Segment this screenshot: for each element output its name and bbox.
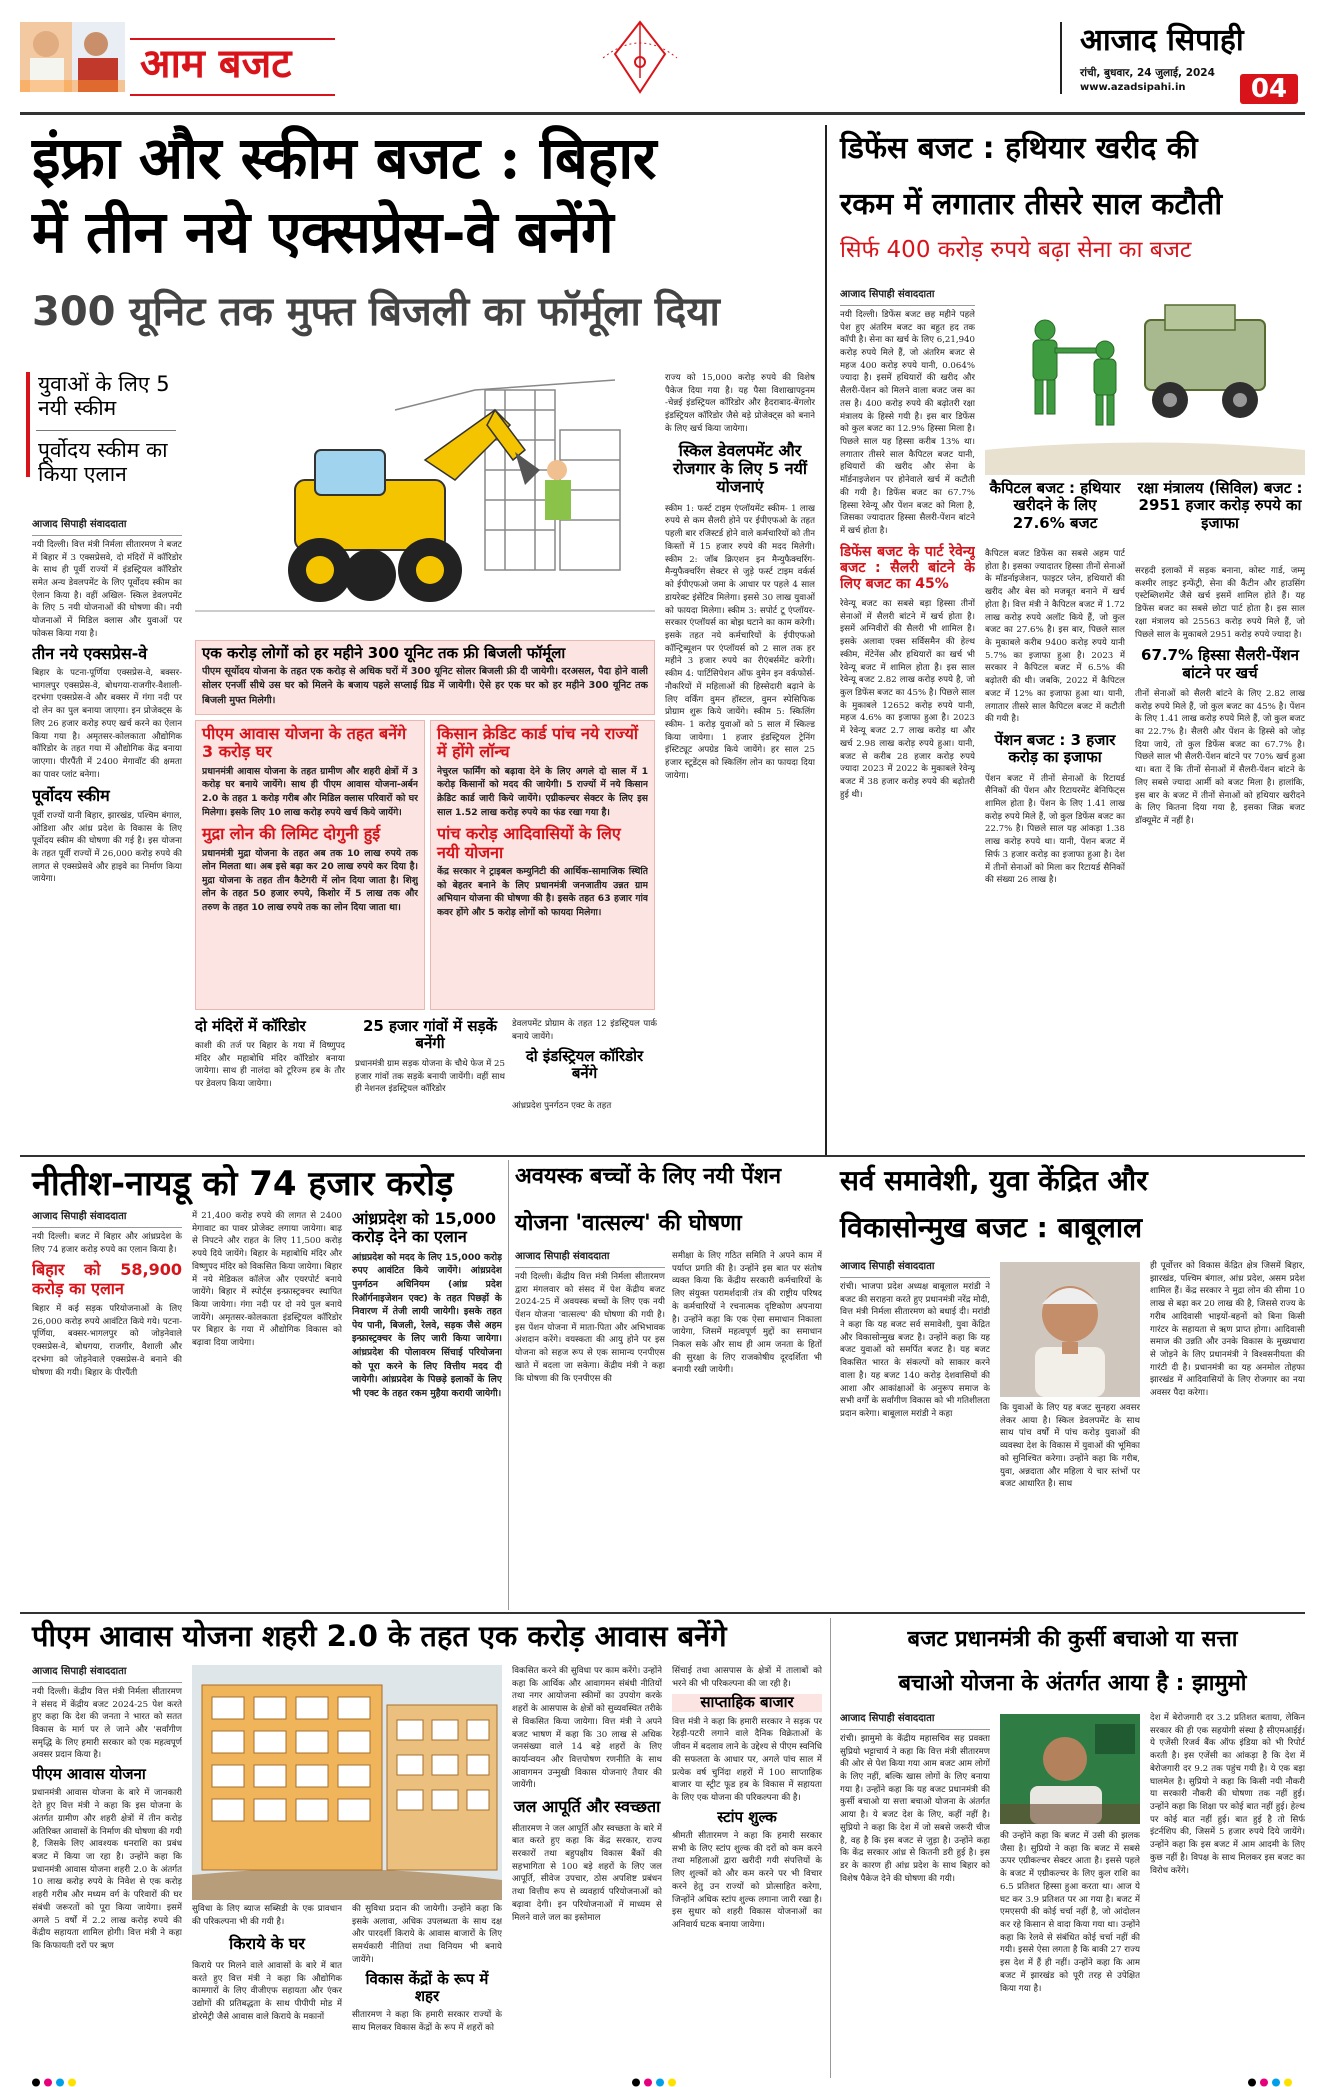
pension-budget-text: पेंशन बजट में तीनों सेनाओं के रिटायर्ड सैनिकों की पेंशन और रिटायरमेंट बेनिफिट्स शामिल होता है। पेंशन के लिए 1.41 लाख करोड़ रुपये मिले हैं, जो कुल डिफेंस बजट का 22.7% है। पिछले साल यह आंकड़ा 1.38 लाख करोड़ रुपये था। यानी, पेंशन बजट में सिर्फ 3 हजार करोड़ का इजाफा हुआ है। देश में तीनों सेनाओं को मिला कर रिटायर्ड सैनिकों की संख्या 26 लाख है। — [985, 773, 1125, 886]
capital-budget-title: कैपिटल बजट : हथियार खरीदने के लिए 27.6% बजट — [989, 479, 1121, 532]
defence-headline-line1: डिफेंस बजट : हथियार खरीद की — [840, 131, 1198, 166]
village-roads-title: 25 हजार गांवों में सड़कें बनेंगी — [362, 1017, 498, 1053]
industrial-park-text: डेवलपमेंट प्रोग्राम के तहत 12 इंडस्ट्रियल पार्क बनाये जायेंगे। — [512, 1019, 657, 1042]
civil-budget-title: रक्षा मंत्रालय (सिविल) बजट : 2951 हजार करोड़ रुपये का इजाफा — [1137, 479, 1303, 532]
free-electricity-title: एक करोड़ लोगों को हर महीने 300 यूनिट तक फ्री बिजली फॉर्मूला — [202, 644, 566, 662]
awas-col3-text: विकसित करने की सुविधा पर काम करेंगे। उन्होंने कहा कि आर्थिक और आवागमन संबंधी नीतियों तथा नगर आयोजना स्कीमों का उपयोग करके शहरों के आसपास के क्षेत्रों को सुव्यवस्थित तरीके से विकसित किया जायेगा। वित्त मंत्री ने अपने बजट भाषण में कहा कि 30 लाख से अधिक जनसंख्या वाले 14 बड़े शहरों के लिए कार्यान्वयन और वित्तपोषण रणनीति के साथ आवागमन उन्मुखी विकास योजनाएं तैयार की जायेंगी। — [512, 1666, 662, 1791]
jmm-column-3: देश में बेरोजगारी दर 3.2 प्रतिशत बताया, लेकिन सरकार की ही एक सहयोगी संस्था है सीएमआईई। ये एजेंसी रिजर्व बैंक ऑफ इंडिया को भी रिपोर्ट करती है। इस एजेंसी का आंकड़ा है कि देश में बेरोजगारी दर 9.2 तक पहुंच गयी है। ये एक बड़ा घालमेल है। सुप्रियो ने कहा कि किसी नयी नौकरी या सरकारी नौकरी की घोषणा तक नहीं हुई। उन्होंने कहा कि शिक्षा पर कोई बात नहीं हुई। हेल्थ पर कोई बात नहीं हुई। बात हुई है तो सिर्फ इंटर्नशिप की, जिसमें 5 हजार रुपये दिये जायेंगे। उन्होंने कहा कि इस बजट में आम आदमी के लिए कुछ नहीं है। विपक्ष के साथ मिलकर इस बजट का विरोध करेंगे। — [1150, 1713, 1305, 1876]
jmm-column-1 — [840, 1712, 990, 2075]
tribal-title: पांच करोड़ आदिवासियों के लिए नयी योजना — [437, 824, 621, 862]
byline: आजाद सिपाही संवाददाता — [515, 1250, 665, 1268]
mudra-title: मुद्रा लोन की लिमिट दोगुनी हुई — [202, 824, 381, 844]
pm-awas-subhead: पीएम आवास योजना — [32, 1765, 146, 1784]
defence-deck: सिर्फ 400 करोड़ रुपये बढ़ा सेना का बजट — [840, 237, 1192, 263]
nitish-col1-text: नयी दिल्ली। बजट में बिहार और आंध्रप्रदेश के लिए 74 हजार करोड़ रुपये का एलान किया है। — [32, 1231, 182, 1255]
lead-subhead-1: तीन नये एक्सप्रेस-वे — [32, 643, 148, 663]
awas-rent-policy-text: की सुविधा प्रदान की जायेगी। उन्होंने कहा कि इसके अलावा, अधिक उपलब्धता के साथ दक्ष और पारदर्शी किराये के आवास बाजारों के लिए समर्थकारी नीतियां तथा विनियम भी बनाये जायेंगे। — [352, 1904, 502, 1965]
awas-col1-text: नयी दिल्ली। केंद्रीय वित्त मंत्री निर्मला सीतारमण ने संसद में केंद्रीय बजट 2024-25 पेश करते हुए कहा कि देश की जनता ने भारत को सतत विकास के मार्ग पर ले जाने और 'सर्वांगीण समृद्धि के लिए हमारी सरकार को एक महत्वपूर्ण अवसर प्रदान किया है। — [32, 1686, 182, 1761]
registration-marks — [30, 2078, 1295, 2087]
pm-awas-title: पीएम आवास योजना के तहत बनेंगे 3 करोड़ घर — [202, 724, 407, 762]
water-supply-text: सीतारमण ने जल आपूर्ति और स्वच्छता के बारे में बात करते हुए कहा कि केंद्र सरकार, राज्य सरकारों तथा बहुपक्षीय विकास बैंकों की सहभागिता से 100 बड़े शहरों के लिए जल आपूर्ति, सीवेज उपचार, ठोस अपशिष्ट प्रबंधन तथा वित्तीय रूप से व्यवहार्य परियोजनाओं को बढ़ावा देगी। इन परियोजनाओं में माध्यम से मिलने वाले जल का इस्तेमाल — [512, 1823, 662, 1923]
rent-house-title: किराये के घर — [229, 1934, 305, 1953]
kisan-text: नेचुरल फार्मिंग को बढ़ावा देने के लिए अगले दो साल में 1 करोड़ किसानों को मदद की जायेगी। 5 राज्यों में नये किसान क्रेडिट कार्ड जारी किये जायेंगे। एग्रीकल्चर सेक्टर के लिए इस साल 1.52 लाख करोड़ रुपये का फंड रखा गया है। — [437, 765, 648, 818]
defence-column-2 — [985, 548, 1125, 1148]
column-rule-jmm — [830, 1618, 831, 2078]
section-rule-2 — [20, 1612, 1305, 1614]
pm-awas-text: प्रधानमंत्री आवास योजना के तहत ग्रामीण और शहरी क्षेत्रों में 3 करोड़ घर बनाये जायेंगे। साथ ही पीएम आवास योजना-अर्बन 2.0 के तहत 1 करोड़ गरीब और मिडिल क्लास परिवारों को घर मिलेगा। इसके लिए 10 लाख करोड़ रुपये खर्च किये जायेंगे। — [202, 765, 418, 818]
newspaper-name: आजाद सिपाही — [1080, 23, 1244, 58]
lead-deck: 300 यूनिट तक मुफ्त बिजली का फॉर्मूला दिया — [32, 289, 720, 335]
industrial-corridor-text: आंध्रप्रदेश पुनर्गठन एक्ट के तहत — [512, 1101, 612, 1111]
vatsalya-column-1 — [515, 1250, 665, 1610]
masthead-rule — [20, 112, 1305, 115]
babulal-column-2: कि युवाओं के लिए यह बजट सुनहरा अवसर लेकर आया है। स्किल डेवलपमेंट के साथ साथ पांच वर्षों में पांच करोड़ युवाओं की व्यवस्था देश के विकास में युवाओं की भूमिका को सुनिश्चित करेगा। उन्होंने कहा कि गरीब, युवा, अन्नदाता और महिला ये चार स्तंभों पर बजट आधारित है। साथ — [1000, 1403, 1140, 1490]
free-electricity-text: पीएम सूर्योदय योजना के तहत एक करोड़ से अधिक घरों में 300 यूनिट सोलर बिजली फ्री दी जायेगी। दरअसल, पैदा होने वाली सोलर एनर्जी सीधे उस घर को मिलने के बजाय पहले सप्लाई ग्रिड में जायेगी। ऐसे हर एक घर को हर महीने 300 यूनिट तक बिजली मुफ्त मिलेगी। — [202, 666, 648, 706]
column-rule-vatsalya — [508, 1160, 509, 1610]
lead-column-4 — [665, 372, 815, 1122]
lead-body-1: नयी दिल्ली। वित्त मंत्री निर्मला सीतारमण ने बजट में बिहार में 3 एक्सप्रेसवे, दो मंदिरों में कॉरिडोर के साथ ही पूर्वी राज्यों में इंडस्ट्रियल कॉरिडोर समेत अन्य डेवलपमेंट के लिए पूर्वोदय स्कीम का ऐलान किया है। वहीं अखिल- स्किल डेवलपमेंट के लिए 5 नयी योजनाओं की घोषणा की। नयी योजनाओं में मिडिल क्लास और युवाओं पर फोकस किया गया है। — [32, 539, 182, 639]
andhra-box — [352, 1210, 502, 1610]
weekly-market-text: वित्त मंत्री ने कहा कि हमारी सरकार ने सड़क पर रेहड़ी-पटरी लगाने वाले दैनिक विक्रेताओं के जीवन में बदलाव लाने के उद्देश्य से पीएम स्वनिधि की सफलता के आधार पर, अगले पांच साल में प्रत्येक वर्ष चुनिंदा शहरों में 100 साप्ताहिक बाजार या स्ट्रीट फूड हब के विकास में सहायता के लिए एक योजना की परिकल्पना की है। — [672, 1716, 822, 1803]
byline: आजाद सिपाही संवाददाता — [840, 288, 975, 306]
water-supply-title: जल आपूर्ति और स्वच्छता — [513, 1797, 661, 1817]
awas-column-2b — [352, 1903, 502, 2075]
jmm-col1-text: रांची। झामुमो के केंद्रीय महासचिव सह प्रवक्ता सुप्रियो भट्टाचार्य ने कहा कि वित्त मंत्री सीतारमण की ओर से पेश किया गया आम बजट आम लोगों के लिए नहीं, बल्कि खास लोगों के लिए बनाया गया है। उन्होंने कहा कि यह बजट प्रधानमंत्री की कुर्सी बचाओ या सत्ता बचाओ योजना के अंतर्गत आया है। ये बजट देश के लिए, कहीं नहीं है। सुप्रियो ने कहा कि देश में जो सबसे जरूरी चीज है, वह है कि इस बजट से जुड़ा है। उन्होंने कहा कि केंद्र सरकार आंध्र से कितनी डरी हुई है। इस डर के कारण ही आंध्र प्रदेश के साथ बिहार को विशेष पैकेज देने की घोषणा की गयी। — [840, 1733, 990, 1884]
revenue-budget-title: डिफेंस बजट के पार्ट रेवेन्यू बजट : सैलरी बांटने के लिए बजट का 45% — [840, 543, 975, 592]
jmm-headline-line1: बजट प्रधानमंत्री की कुर्सी बचाओ या सत्ता — [907, 1627, 1238, 1652]
salary-pension-text: तीनों सेनाओं को सैलरी बांटने के लिए 2.82 लाख करोड़ रुपये मिले हैं, जो कुल बजट का 45% है। पेंशन के लिए 1.41 लाख करोड़ रुपये मिले हैं, जो कुल बजट का 22.7% है। सैलरी और पेंशन के हिस्से को जोड़ दिया जाये, तो कुल डिफेंस बजट का 67.7% है। पिछले साल भी सैलरी-पेंशन बांटने पर 70% खर्च हुआ था। बता दें कि तीनों सेनाओं में सैलरी-पेंशन बांटने के लिए सबसे ज्यादा आर्मी को बजट मिला है। हालांकि, इस बार के बजट में तीनों सेनाओं को हथियार खरीदने के लिए कितना दिया गया है, इसका जिक्र बजट डॉक्यूमेंट में नहीं है। — [1135, 688, 1305, 826]
vatsalya-headline-line2: योजना 'वात्सल्य' की घोषणा — [515, 1211, 742, 1236]
pm-awas-subtext: प्रधानमंत्री आवास योजना के बारे में जानकारी देते हुए वित्त मंत्री ने कहा कि इस योजना के अंतर्गत ग्रामीण और शहरी क्षेत्रों में तीन करोड़ अतिरिक्त आवासों के निर्माण की घोषणा की गयी है, जिसके लिए आवश्यक धनराशि का प्रबंध बजट में किया जा रहा है। उन्होंने कहा कि प्रधानमंत्री आवास योजना शहरी 2.0 के अंतर्गत 10 लाख करोड़ रुपये के निवेश से एक करोड़ शहरी गरीब और मध्यम वर्ग के परिवारों की घर संबंधी जरूरतों को पूरा किया जायेगा। इसमें अगले 5 वर्षों में 2.2 लाख करोड़ रुपये की केंद्रीय सहायता शामिल होगी। वित्त मंत्री ने कहा कि किफायती दरों पर ऋण — [32, 1788, 182, 1951]
leaders-photo — [20, 22, 125, 92]
lead-headline-line2: में तीन नये एक्सप्रेस-वे बनेंगे — [32, 198, 614, 266]
kisan-box — [430, 720, 655, 1010]
pen-nib-icon — [595, 18, 685, 96]
bihar-subhead: बिहार को 58,900 करोड़ का एलान — [32, 1260, 182, 1298]
mudra-text: प्रधानमंत्री मुद्रा योजना के तहत अब तक 10 लाख रुपये तक लोन मिलता था। अब इसे बढ़ा कर 20 लाख रुपये कर दिया है। मुद्रा योजना के तहत तीन कैटेगरी में लोन दिया जाता है। शिशु लोन के तहत 50 हजार रुपये, किशोर में 5 लाख तक और तरुण के तहत 10 लाख रुपये तक का लोन दिया जाता था। — [202, 847, 418, 914]
rent-house-text: किराये पर मिलने वाले आवासों के बारे में बात करते हुए वित्त मंत्री ने कहा कि औद्योगिक कामगारों के लिए वीजीएफ सहायता और एंकर उद्योगों की प्रतिबद्धता के साथ पीपीपी मोड में डोरमेट्री जैसे आवास वाले किराये के मकानों — [192, 1961, 342, 2022]
lead-subhead-2: पूर्वोदय स्कीम — [32, 786, 110, 806]
awas-column-3 — [512, 1665, 662, 2075]
civil-budget-text: सरहदी इलाकों में सड़क बनाना, कोस्ट गार्ड, जम्मू कश्मीर लाइट इन्फेंट्री, सेना की कैंटीन और हाउसिंग एस्टेब्लिशमेंट जैसे खर्च इसमें शामिल होते हैं। यह डिफेंस बजट का सबसे छोटा पार्ट होता है। इस साल रक्षा मंत्रालय को 25563 करोड़ रुपये मिले हैं, जो पिछले साल के मुकाबले 2951 करोड़ रुपये ज्यादा है। — [1135, 566, 1305, 640]
lead-body-3: पूर्वी राज्यों यानी बिहार, झारखंड, पश्चिम बंगाल, ओडिशा और आंध्र प्रदेश के विकास के लिए पूर्वोदय स्कीम की घोषणा की गई है। इस योजना के तहत पूर्वी राज्यों में 26,000 करोड़ रुपये की लागत से एक्सप्रेसवे और हाइवे का निर्माण किया जायेगा। — [32, 810, 182, 885]
andhra-title: आंध्रप्रदेश को 15,000 करोड़ देने का एलान — [352, 1209, 496, 1247]
column-rule-center — [825, 125, 827, 1155]
masthead-divider — [1060, 22, 1062, 94]
temple-corridor-title: दो मंदिरों में कॉरिडोर — [195, 1017, 306, 1035]
city-growth-title: विकास केंद्रों के रूप में शहर — [365, 1969, 489, 2005]
byline: आजाद सिपाही संवाददाता — [840, 1712, 990, 1730]
nitish-headline: नीतीश-नायडू को 74 हजार करोड़ — [32, 1164, 454, 1204]
bihar-text: बिहार में कई सड़क परियोजनाओं के लिए 26,000 करोड़ रुपये आवंटित किये गये। पटना-पूर्णिया, बक्सर-भागलपुर को जोड़नेवाले एक्सप्रेस-वे, बोधगया, राजगीर, वैशाली और दरभंगा को जोड़नेवाले एक्सप्रेस-वे बनाने की घोषणा की गयी। बिहार के पीरपैंती — [32, 1304, 182, 1378]
city-growth-text: सीतारमण ने कहा कि हमारी सरकार राज्यों के साथ मिलकर विकास केंद्रों के रूप में शहरों को — [352, 2010, 502, 2033]
tribal-text: केंद्र सरकार ने ट्राइबल कम्युनिटी की आर्थिक-सामाजिक स्थिति को बेहतर बनाने के लिए प्रधानमंत्री जनजातीय उन्नत ग्राम अभियान योजना की घोषणा की है। इसके तहत 63 हजार गांव कवर होंगे और 5 करोड़ लोगों को फायदा मिलेगा। — [437, 866, 648, 918]
awas-col4-text: सिंचाई तथा आसपास के क्षेत्रों में तालाबों को भरने की भी परिकल्पना की जा रही है। — [672, 1666, 822, 1689]
lead-side-deck-1: युवाओं के लिए 5 नयी स्कीम — [38, 372, 170, 421]
nitish-column-1 — [32, 1210, 182, 1610]
awas-photo-caption: सुविधा के लिए ब्याज सब्सिडी के एक प्रावधान की परिकल्पना भी की गयी है। — [192, 1904, 342, 1927]
weekly-market-title: साप्ताहिक बाजार — [672, 1694, 822, 1711]
babulal-col1-text: रांची। भाजपा प्रदेश अध्यक्ष बाबूलाल मरांडी ने बजट की सराहना करते हुए प्रधानमंत्री नरेंद्र मोदी, वित्त मंत्री निर्मला सीतारमण को बधाई दी। मरांडी ने कहा कि यह बजट सर्व समावेशी, युवा केंद्रित और विकासोन्मुख बजट है। उन्होंने कहा कि यह बजट युवाओं को समर्पित बजट है। यह बजट विकसित भारत के संकल्पों को साकार करने वाला है। यह बजट 140 करोड़ देशवासियों की आशा और आकांक्षाओं के अनुरूप समाज के सभी वर्गों के सर्वांगीण विकास को भी गतिशीलता प्रदान करेगा। बाबूलाल मरांडी ने कहा — [840, 1281, 990, 1419]
jmm-headline-line2: बचाओ योजना के अंतर्गत आया है : झामुमो — [898, 1671, 1247, 1696]
defence-column-1 — [840, 288, 975, 1148]
website[interactable]: www.azadsipahi.in — [1080, 82, 1186, 93]
stamp-duty-title: स्टांप शुल्क — [717, 1807, 777, 1826]
byline: आजाद सिपाही संवाददाता — [32, 1210, 182, 1228]
lead-side-deck-2: पूर्वोदय स्कीम का किया एलान — [38, 438, 168, 487]
vatsalya-col1-text: नयी दिल्ली। केंद्रीय वित्त मंत्री निर्मला सीतारमण द्वारा मंगलवार को संसद में पेश केंद्रीय बजट 2024-25 में अवयस्क बच्चों के लिए एक नयी पेंशन योजना 'वात्सल्य' की घोषणा की गयी है। इस पेंशन योजना में माता-पिता और अभिभावक अंशदान करेंगे। वयस्कता की आयु होने पर इस योजना को सहज रूप से एक सामान्य एनपीएस खाते में बदला जा सकेगा। केंद्रीय मंत्री ने कहा कि घोषणा की कि एनपीएस की — [515, 1271, 665, 1384]
village-roads-text: प्रधानमंत्री ग्राम सड़क योजना के चौथे फेज में 25 हजार गांवों तक सड़कें बनायी जायेंगी। वहीं साथ ही नेशनल इंडस्ट्रियल कॉरिडोर — [355, 1059, 505, 1095]
industrial-corridor-title: दो इंडस्ट्रियल कॉरिडोर बनेंगे — [525, 1047, 644, 1083]
vatsalya-headline-line1: अवयस्क बच्चों के लिए नयी पेंशन — [515, 1164, 782, 1189]
jmm-column-2: की उन्होंने कहा कि बजट में उसी की झलक जैसा है। सुप्रियो ने कहा कि बजट में सबसे ऊपर एग्रीकल्चर सेक्टर आता है। इससे पहले के बजट में एग्रीकल्चर के लिए कुल राशि का 6.5 प्रतिशत हिस्सा हुआ करता था। आज ये घट कर 3.9 प्रतिशत पर आ गया है। बजट में एमएसपी की कोई चर्चा नहीं है, जो आंदोलन कर रहे किसान से वादा किया गया था। उन्होंने कहा कि रेलवे से संबंधित कोई चर्चा नहीं की गयी। इससे ऐसा लगता है कि बाकी 27 राज्य इस देश में हैं ही नहीं। उन्होंने कहा कि आम बजट में झारखंड को पूरी तरह से उपेक्षित किया गया है। — [1000, 1831, 1140, 1994]
babulal-column-3: ही पूर्वोत्तर को विकास केंद्रित क्षेत्र जिसमें बिहार, झारखंड, पश्चिम बंगाल, आंध्र प्रदेश, असम प्रदेश शामिल हैं। केंद्र सरकार ने मुद्रा लोन की सीमा 10 लाख से बढ़ा कर 20 लाख की है, जिससे राज्य के गरीब आदिवासी भाइयों-बहनों को बिना किसी गारंटर के सहायता से ऋण प्राप्त होगा। आदिवासी समाज की उन्नति और उनके विकास के मुख्यधारा से जोड़ने के लिए प्रधानमंत्री ने विश्वसनीयता की गारंटी दी है। प्रधानमंत्री का यह अनमोल तोहफा झारखंड में आदिवासियों के लिए रोजगार का नया अवसर पैदा करेगा। — [1150, 1261, 1305, 1399]
masthead — [0, 0, 1325, 104]
pension-budget-title: पेंशन बजट : 3 हजार करोड़ का इजाफा — [994, 731, 1116, 767]
housing-photo — [192, 1665, 502, 1900]
defence-col1-text: नयी दिल्ली। डिफेंस बजट छह महीने पहले पेश हुए अंतरिम बजट का बहुत हद तक कॉपी है। सेना का खर्च के लिए 6,21,940 करोड़ रुपये मिले हैं, जो अंतरिम बजट से महज 400 करोड़ रुपये यानी, 0.064% ज्यादा है। इसमें हथियारों की खरीद और सैलरी-पेंशन को मिलने वाला बजट जस का तस है। 400 करोड़ रुपये की बढ़ोतरी रक्षा मंत्रालय के हिस्से गयी है। इस बार डिफेंस को कुल बजट का 12.9% हिस्सा मिला है। पिछले साल यह हिस्सा करीब 13% था। लगातार तीसरे साल कैपिटल बजट यानी, हथियारों की खरीद और सेना के मॉर्डनाइजेशन पर होनेवाले खर्च में कटौती की गयी है। डिफेंस बजट का 67.7% हिस्सा रेवेन्यू और पेंशन बजट को मिला है, जिसका ज्यादातर हिस्सा सैलरी-पेंशन बांटने में खर्च होता है। — [840, 309, 975, 537]
byline: आजाद सिपाही संवाददाता — [32, 1665, 182, 1683]
babulal-photo — [1000, 1262, 1140, 1397]
babulal-headline-line1: सर्व समावेशी, युवा केंद्रित और — [840, 1164, 1148, 1197]
babulal-column-1 — [840, 1260, 990, 1610]
awas-column-4 — [672, 1665, 822, 2075]
awas-headline: पीएम आवास योजना शहरी 2.0 के तहत एक करोड़ आवास बनेंगे — [32, 1619, 727, 1653]
temple-corridor-text: काशी की तर्ज पर बिहार के गया में विष्णुपद मंदिर और महाबोधि मंदिर कॉरिडोर बनाया जायेगा। साथ ही नालंदा को टूरिज्म हब के तौर पर डेवलप किया जायेगा। — [195, 1041, 345, 1090]
dateline: रांची, बुधवार, 24 जुलाई, 2024 — [1080, 67, 1215, 79]
lead-headline-line1: इंफ्रा और स्कीम बजट : बिहार — [32, 124, 657, 192]
byline: आजाद सिपाही संवाददाता — [840, 1260, 990, 1278]
excavator-illustration — [195, 370, 655, 635]
nitish-column-2: में 21,400 करोड़ रुपये की लागत से 2400 मेगावाट का पावर प्रोजेक्ट लगाया जायेगा। बाढ़ से निपटने और राहत के लिए 11,500 करोड़ रुपये दिये जायेंगे। बिहार के महाबोधि मंदिर और विष्णुपद मंदिर को विकसित किया जायेगा। बिहार में नये मेडिकल कॉलेज और एयरपोर्ट बनाये जायेंगे। बिहार में स्पोर्ट्स इन्फ्रास्ट्रक्चर स्थापित किया जायेगा। गंगा नदी पर दो नये पुल बनाये जायेंगे। अमृतसर-कोलकाता इंडस्ट्रियल कॉरिडोर पर बिहार के गया में औद्योगिक विकास को बढ़ावा दिया जायेगा। — [192, 1211, 342, 1349]
vatsalya-column-2: समीक्षा के लिए गठित समिति ने अपने काम में पर्याप्त प्रगति की है। उन्होंने इस बात पर संतोष व्यक्त किया कि केंद्रीय सरकारी कर्मचारियों के लिए संयुक्त परामर्शदात्री तंत्र की राष्ट्रीय परिषद के कर्मचारियों ने रचनात्मक दृष्टिकोण अपनाया है। उन्होंने कहा कि एक ऐसा समाधान निकाला जायेगा, जिसमें महत्वपूर्ण मुद्दों का समाधान निकल सके और साथ ही आम जनता के हितों की सुरक्षा के लिए राजकोषीय दूरदर्शिता भी बनायी रखी जायेगी। — [672, 1251, 822, 1376]
lead-body-2: बिहार के पटना-पूर्णिया एक्सप्रेस-वे, बक्सर-भागलपुर एक्सप्रेस-वे, बोधगया-राजगीर-वैशाली-दरभंगा एक्सप्रेस-वे और बक्सर में गंगा नदी पर दो लेन का पुल बनाया जाएगा। इन प्रोजेक्ट्स के लिए 26 हजार करोड़ रुपए खर्च करने का ऐलान किया गया है। अमृतसर-कोलकाता औद्योगिक कॉरिडोर के तहत गया में औद्योगिक केंद्र बनाया जाएगा। पीरपैंती में 2400 मेगावॉट की क्षमता का पावर प्लांट बनेगा। — [32, 667, 182, 780]
section-rule-1 — [20, 1155, 1305, 1157]
kisan-title: किसान क्रेडिट कार्ड पांच नये राज्यों में होंगे लॉन्च — [437, 724, 638, 762]
lead-col4-text: राज्य को 15,000 करोड़ रुपये की विशेष पैकेज दिया गया है। यह पैसा विशाखापट्टनम -चेन्नई इंडस्ट्रियल कॉरिडोर और हैदराबाद-बेंगलोर इंडस्ट्रियल कॉरिडोर जैसे बड़े प्रोजेक्ट्स को बनाने के लिए खर्च किया जायेगा। — [665, 373, 815, 434]
salary-pension-title: 67.7% हिस्सा सैलरी-पेंशन बांटने पर खर्च — [1141, 646, 1299, 682]
andhra-text: आंध्रप्रदेश को मदद के लिए 15,000 करोड़ रुपए आवंटित किये जायेंगे। आंध्रप्रदेश पुनर्गठन अधिनियम (आंध्र प्रदेश रिऑर्गनाइजेशन एक्ट) के तहत पिछड़ों के निवारण में तेजी लायी जायेगी। इसके तहत पेय पानी, बिजली, रेलवे, सड़क जैसे अहम इन्फ्रास्ट्रक्चर के लिए जारी किया जायेगा। आंध्रप्रदेश की पोलावरम सिंचाई परियोजना को पूरा करने के लिए वित्तीय मदद दी जायेगी। आंध्रप्रदेश के पिछड़े इलाकों के लिए भी एक्ट के तहत रकम मुहैया करायी जायेगी। — [352, 1251, 502, 1399]
byline: आजाद सिपाही संवाददाता — [32, 518, 182, 536]
page-number: 04 — [1240, 74, 1298, 104]
supriyo-photo — [1000, 1714, 1140, 1824]
stamp-duty-text: श्रीमती सीतारमण ने कहा कि हमारी सरकार सभी के लिए स्टांप शुल्क की दरों को कम करने तथा महिलाओं द्वारा खरीदी गयी संपत्तियों के लिए शुल्कों को और कम करने पर भी विचार करने हेतु उन राज्यों को प्रोत्साहित करेगा, जिन्होंने अधिक स्टांप शुल्क लगाना जारी रखा है। इस सुधार को शहरी विकास योजनाओं का अनिवार्य घटक बनाया जायेगा। — [672, 1830, 822, 1930]
free-electricity-box — [195, 640, 655, 715]
skill-text: स्कीम 1: फर्स्ट टाइम एंप्लॉयमेंट स्कीम- 1 लाख रुपये से कम सैलरी होने पर ईपीएफओ के तहत पहली बार रजिस्टर्ड होने वाले कर्मचारियों को तीन किस्तों में 15 हजार रुपये की मदद मिलेगी। स्कीम 2: जॉब क्रिएशन इन मैन्युफैक्चरिंग- मैन्युफैक्चरिंग सेक्टर से जुड़े फर्स्ट टाइम वर्कर्स को ईपीएफओ जमा के आधार पर पहले 4 साल डायरेक्ट इंसेंटिव मिलेगा। इससे 30 लाख युवाओं को फायदा मिलेगा। स्कीम 3: सपोर्ट टू एंप्लॉयर- सरकार एंप्लॉयर्स का बोझ घटाने का काम करेगी। इसके तहत नये कर्मचारियों के ईपीएफओ कॉन्ट्रिब्यूशन पर एंप्लॉयर्स को 2 साल तक हर महीने 3 हजार रुपये का रीएंबर्समेंट करेगी। स्कीम 4: पार्टिसिपेशन ऑफ वुमेन इन वर्कफोर्स- नौकरियों में महिलाओं की हिस्सेदारी बढ़ाने के लिए वर्किंग वुमन हॉस्टल, वुमन स्पेसिफिक प्रोग्राम शुरू किये जायेंगे। स्कीम 5: स्किलिंग स्कीम- 1 करोड़ युवाओं को 5 साल में स्किल्ड किया जायेगा। 1 हजार इंडस्ट्रियल ट्रेनिंग इंस्टिट्यूट अपग्रेड किये जायेंगे। हर साल 25 हजार स्टूडेंट्स को स्किलिंग लोन का फायदा दिया जायेगा। — [665, 503, 815, 781]
capital-budget-text: कैपिटल बजट डिफेंस का सबसे अहम पार्ट होता है। इसका ज्यादातर हिस्सा तीनों सेनाओं के मॉडर्नाइजेशन, फाइटर प्लेन, हथियारों की खरीद और बेस को मजबूत बनाने में खर्च होता है। वित्त मंत्री ने कैपिटल बजट में 1.72 लाख करोड़ रुपये अलॉट किये हैं, जो कुल बजट का 27.6% है। इस बार, पिछले साल के मुकाबले करीब 9400 करोड़ रुपये यानी 5.7% का इजाफा हुआ है। 2023 में सरकार ने कैपिटल बजट में 6.5% की बढ़ोतरी की थी। जबकि, 2022 में कैपिटल बजट में 12% का इजाफा हुआ था। यानी, लगातार तीसरे साल कैपिटल बजट में कटौती की गयी है। — [985, 549, 1125, 725]
tank-soldiers-illustration — [985, 290, 1305, 475]
revenue-budget-text: रेवेन्यू बजट का सबसे बड़ा हिस्सा तीनों सेनाओं में सैलरी बांटने में खर्च होता है। इसमें अग्निवीरों की सैलरी भी शामिल है। इसके अलावा एक्स सर्विसमैन की हेल्थ स्कीम, मेंटेनेंस और हथियारों का खर्च भी रेवेन्यू बजट में शामिल होता है। इस साल रेवेन्यू बजट 2.82 लाख करोड़ रुपये है, जो कुल डिफेंस बजट का 45% है। पिछले साल के मुकाबले 12652 करोड़ रुपये यानी, महज 4.6% का इजाफा हुआ है। 2023 में रेवेन्यू बजट 2.7 लाख करोड़ था और खर्च 2.98 लाख करोड़ रुपये हुआ। यानी, बजट से करीब 28 हजार करोड़ रुपये ज्यादा 2023 में 2022 के मुकाबले रेवेन्यू बजट में 38 हजार करोड़ रुपये की बढ़ोतरी हुई थी। — [840, 599, 975, 800]
pm-awas-box — [195, 720, 425, 1010]
awas-column-1 — [32, 1665, 182, 2075]
defence-column-3 — [1135, 565, 1305, 1148]
babulal-headline-line2: विकासोन्मुख बजट : बाबूलाल — [840, 1211, 1143, 1244]
section-title: आम बजट — [140, 41, 292, 87]
skill-title: स्किल डेवलपमेंट और रोजगार के लिए 5 नयीं योजनाएं — [672, 440, 808, 497]
lead-col-rule — [26, 372, 30, 477]
defence-headline-line2: रकम में लगातार तीसरे साल कटौती — [840, 187, 1223, 222]
